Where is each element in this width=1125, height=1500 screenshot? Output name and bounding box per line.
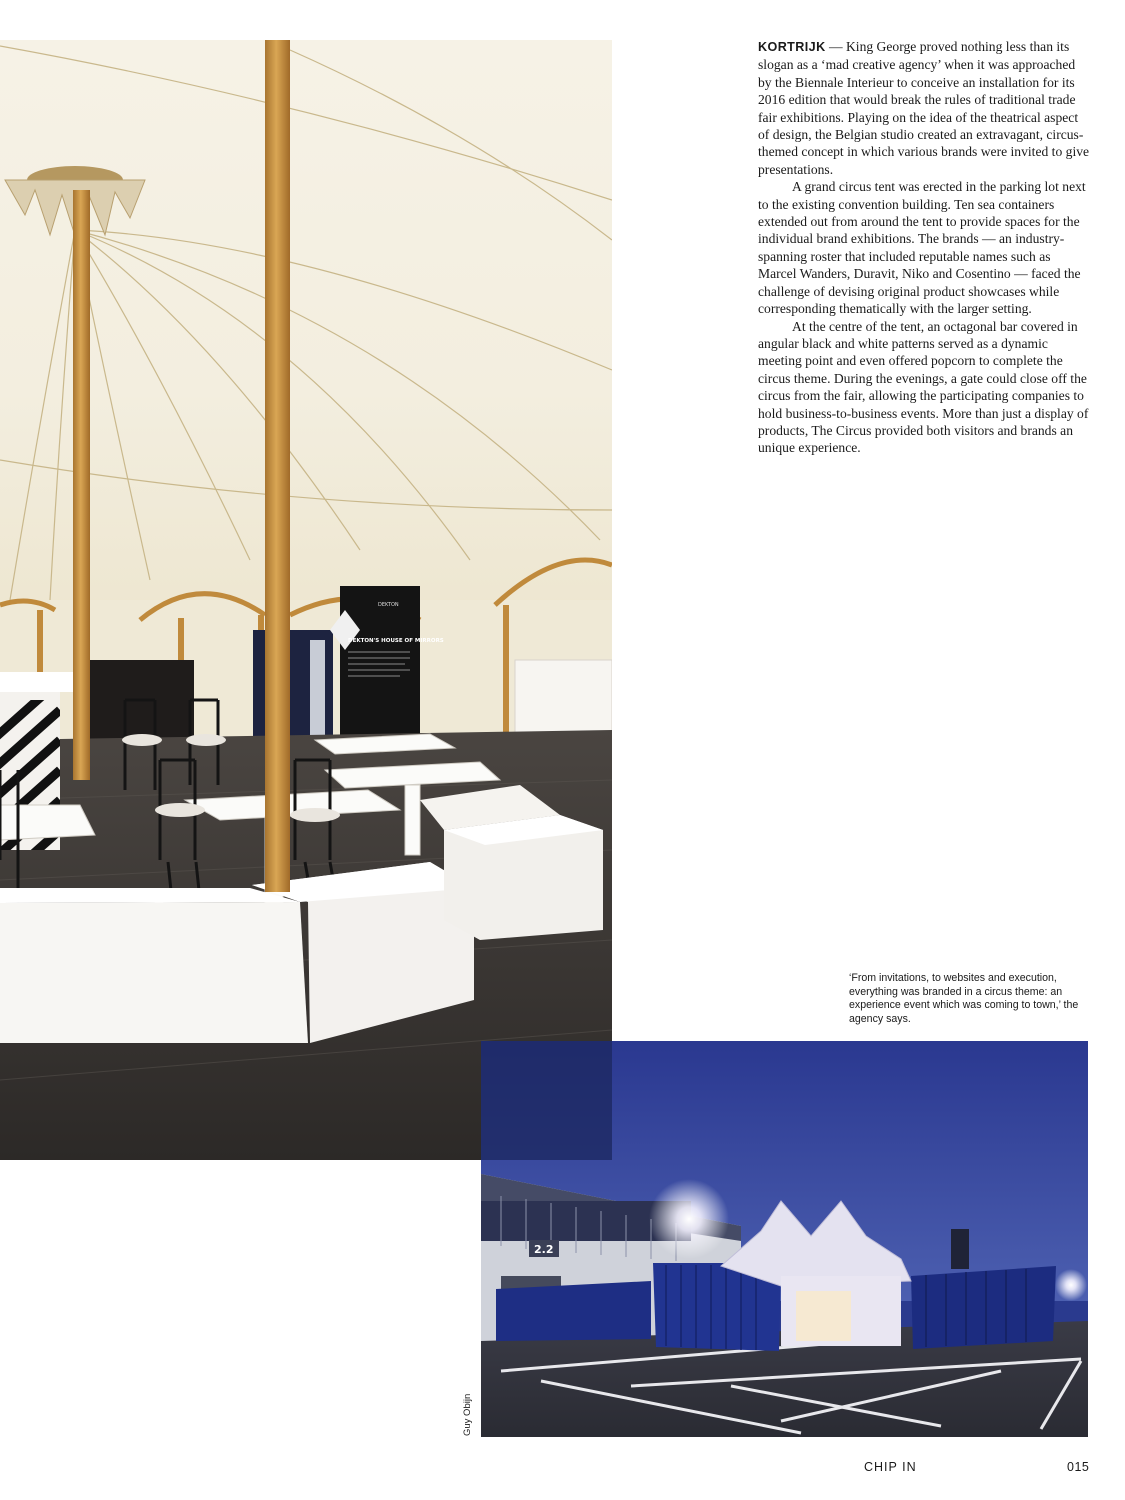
article-paragraph-3: At the centre of the tent, an octagonal bar covered in angular black and white patterns served as a dynamic meeting point and even offered popcorn to complete the circus theme. During the evenings, a gate could close off the circus from the fair, allowing the participating companies to hold business-to-business events. More than just a display of products, The Circus provided both visitors and brands an unique experience. (758, 318, 1089, 456)
svg-text:DEKTON'S HOUSE OF MIRRORS (348, 638, 444, 644)
page-number: 015 (1067, 1460, 1090, 1474)
tent-interior-photo (0, 40, 612, 1160)
section-name: CHIP IN (864, 1460, 917, 1474)
photo-overlap-tint (481, 1041, 612, 1160)
dateline: KORTRIJK (758, 40, 826, 54)
floodlight-glare (649, 1179, 729, 1259)
photo-credit: Guy Obijn (462, 1393, 473, 1436)
paragraph-1-text: — King George proved nothing less than its slogan as a ‘mad creative agency’ when it was approached by the Biennale Interieur to conceive an installation for its 2016 edition that would break the rules of traditional trade fair exhibitions. Playing on the idea of the theatrical aspect of design, the Belgian studio created an extravagant, circus-themed concept in which various brands were invited to give presentations. (758, 39, 1090, 177)
tent-pole-secondary (73, 190, 90, 780)
tent-pole-main (265, 40, 290, 892)
article-paragraph-1 (758, 38, 1090, 178)
photo-caption: ‘From invitations, to websites and execution, everything was branded in a circus theme: an experience event which was coming to town,’ the agency says. (849, 972, 1079, 1025)
dekton-sign-title: DEKTON'S HOUSE OF MIRRORS (348, 638, 444, 644)
svg-text:DEKTON: DEKTON (378, 602, 399, 608)
article-paragraph-2: A grand circus tent was erected in the parking lot next to the existing convention building. Ten sea containers extended out from around the tent to provide spaces for the individual brand exhibitions. The brands — an industry-spanning roster that included reputable names such as Marcel Wanders, Duravit, Niko and Cosentino — faced the challenge of devising original product showcases while corresponding thematically with the larger setting. (758, 179, 1086, 317)
building-sign: 2.2 (534, 1243, 554, 1256)
article-body (758, 38, 1090, 457)
